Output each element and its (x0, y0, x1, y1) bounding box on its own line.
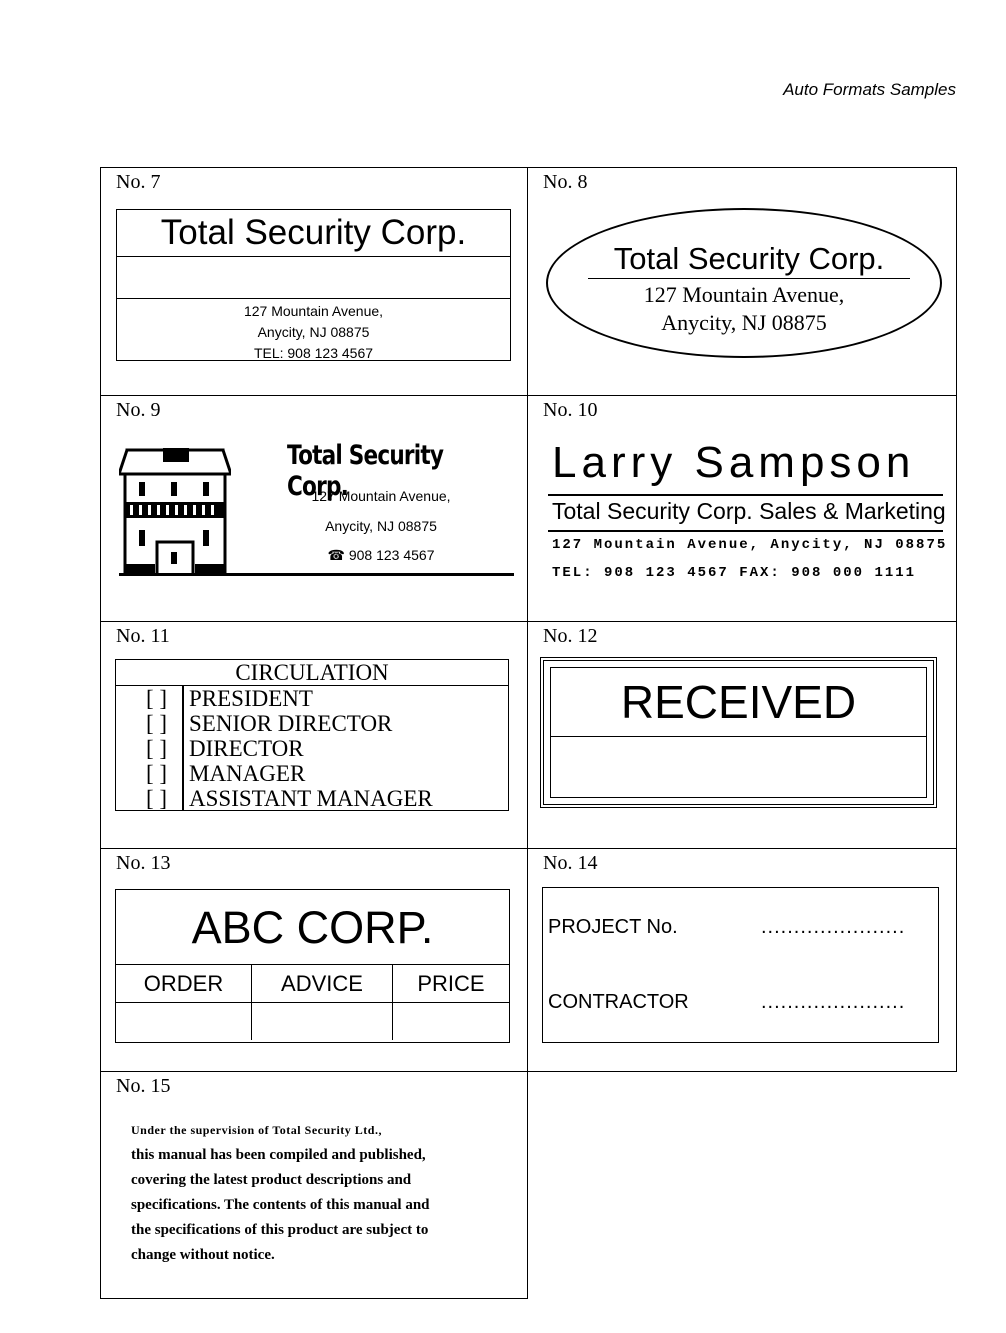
blank-cell (116, 1003, 252, 1041)
sample-14 (527, 848, 957, 1072)
sample-label: No. 8 (543, 171, 588, 193)
blank-row (117, 257, 510, 299)
notice-line: change without notice. (131, 1247, 275, 1263)
company-name: Total Security Corp. (117, 210, 510, 257)
circulation-stamp (115, 659, 509, 811)
dotted-line: ...................... (761, 991, 906, 1013)
notice-line: the specifications of this product are subject to (131, 1222, 429, 1238)
blank-cell (252, 1003, 393, 1041)
list-item: [ ] PRESIDENT (146, 686, 313, 711)
contractor-label: CONTRACTOR (548, 991, 689, 1013)
sample-12 (527, 621, 957, 849)
list-item: [ ] MANAGER (146, 761, 306, 786)
order-stamp (115, 889, 510, 1043)
address-line-1: 127 Mountain Avenue, (243, 303, 384, 319)
sample-8 (527, 167, 957, 396)
received-text: RECEIVED (551, 668, 926, 737)
blank-cell (393, 1003, 510, 1041)
column-header: PRICE (393, 965, 510, 1003)
sample-label: No. 14 (543, 852, 598, 874)
rule (548, 530, 943, 532)
list-item: [ ] SENIOR DIRECTOR (146, 711, 393, 736)
page-header: Auto Formats Samples (783, 80, 956, 99)
sample-label: No. 11 (116, 625, 170, 647)
sample-7 (100, 167, 528, 396)
company-name: ABC CORP. (116, 890, 509, 965)
sample-label: No. 13 (116, 852, 171, 874)
notice-line: covering the latest product descriptions and (131, 1172, 412, 1188)
company-department: Total Security Corp. Sales & Marketing (552, 498, 946, 524)
sample-9 (100, 395, 528, 622)
circulation-heading: CIRCULATION (116, 660, 508, 686)
sample-label: No. 7 (116, 171, 161, 193)
stamp-7 (116, 209, 511, 361)
address-line-2: Anycity, NJ 08875 (257, 324, 370, 340)
rule (548, 494, 943, 496)
list-item: [ ] DIRECTOR (146, 736, 304, 761)
notice-line: specifications. The contents of this manual and (131, 1197, 430, 1213)
column-header: ADVICE (252, 965, 393, 1003)
column-header: ORDER (116, 965, 252, 1003)
person-name: Larry Sampson (552, 438, 916, 487)
sample-label: No. 15 (116, 1075, 171, 1097)
notice-paragraph (131, 1118, 511, 1268)
building-icon (119, 448, 231, 576)
sample-label: No. 9 (116, 399, 161, 421)
address-line-2: Anycity, NJ 08875 (661, 310, 827, 335)
received-stamp (540, 657, 937, 808)
list-item: [ ] ASSISTANT MANAGER (146, 786, 433, 811)
sample-label: No. 12 (543, 625, 598, 647)
address-line-1: 127 Mountain Avenue, (311, 488, 451, 504)
sample-11 (100, 621, 528, 849)
sample-label: No. 10 (543, 399, 598, 421)
dotted-line: ...................... (761, 916, 906, 938)
project-stamp (542, 887, 939, 1043)
project-label: PROJECT No. (548, 916, 678, 938)
sample-15 (100, 1071, 528, 1299)
underline-rule (119, 573, 514, 576)
sample-10 (527, 395, 957, 622)
company-name: Total Security Corp. (287, 440, 444, 502)
telephone: TEL: 908 123 4567 (253, 345, 374, 361)
oval-stamp (546, 208, 942, 358)
address-line-2: Anycity, NJ 08875 (325, 518, 437, 534)
telephone-fax: TEL: 908 123 4567 FAX: 908 000 1111 (552, 565, 917, 581)
address-line-1: 127 Mountain Avenue, (643, 282, 845, 307)
sample-13 (100, 848, 528, 1072)
notice-line: this manual has been compiled and published, (131, 1147, 426, 1163)
company-name: Total Security Corp. (588, 240, 910, 279)
notice-line: Under the supervision of Total Security Ltd., (131, 1123, 382, 1137)
address: 127 Mountain Avenue, Anycity, NJ 08875 (552, 537, 948, 553)
order-table (116, 965, 509, 1040)
phone: ☎ 908 123 4567 (327, 547, 435, 563)
